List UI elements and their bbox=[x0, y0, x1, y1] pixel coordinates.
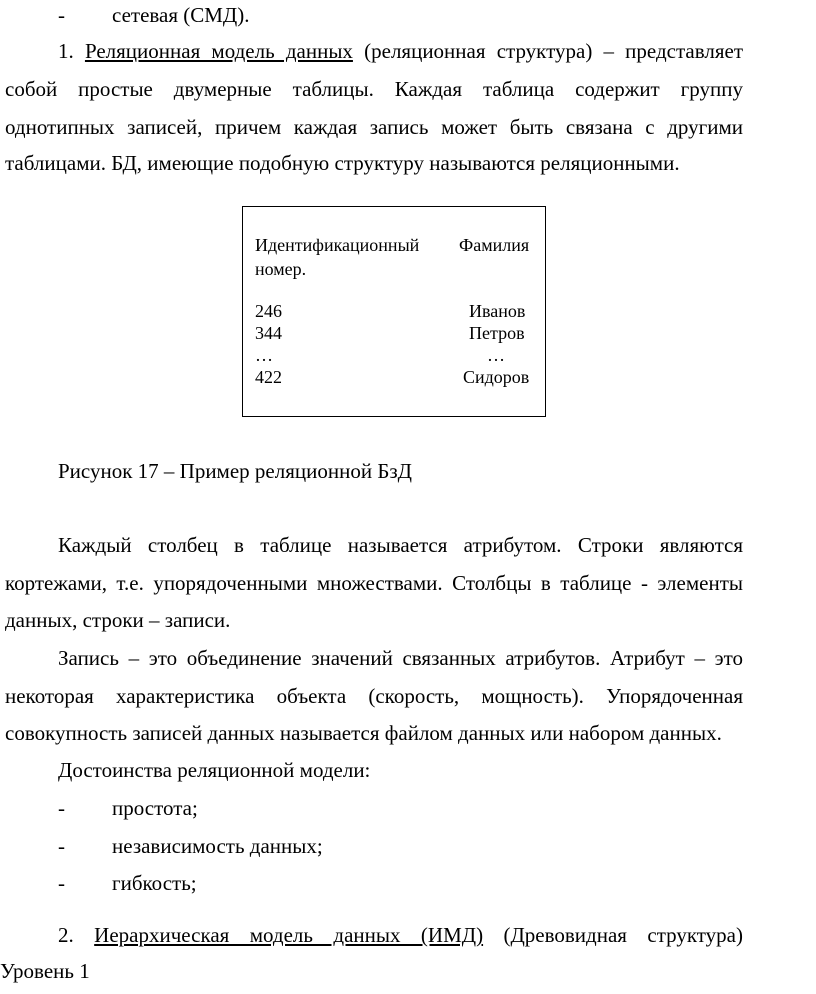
bullet-dash: - bbox=[58, 796, 65, 820]
bullet-dash: - bbox=[58, 834, 65, 858]
row-name: Сидоров bbox=[463, 367, 530, 387]
section2-title: Иерархическая модель данных (ИМД) bbox=[94, 923, 484, 947]
section2-number: 2. bbox=[58, 923, 74, 947]
section1-line1-rest: (реляционная структура) – представляет bbox=[364, 39, 743, 63]
row-id: 246 bbox=[255, 301, 282, 321]
list-item-text: простота; bbox=[112, 796, 198, 820]
relational-table-figure bbox=[242, 206, 546, 417]
row-id: 344 bbox=[255, 323, 282, 343]
row-name: … bbox=[487, 345, 505, 365]
bullet-dash: - bbox=[58, 3, 65, 27]
section1-line4: таблицами. БД, имеющие подобную структуру называются реляционными. bbox=[5, 151, 680, 175]
section1-number: 1. bbox=[58, 39, 74, 63]
section2-line1 bbox=[58, 922, 743, 948]
para1-line3: данных, строки – записи. bbox=[5, 608, 231, 632]
para1-line1: Каждый столбец в таблице называется атрибутом. Строки являются bbox=[58, 533, 743, 557]
figure-caption: Рисунок 17 – Пример реляционной БзД bbox=[58, 459, 412, 483]
para2-line2: некоторая характеристика объекта (скорость, мощность). Упорядоченная bbox=[5, 684, 743, 708]
row-id: … bbox=[255, 345, 273, 365]
advantages-heading: Достоинства реляционной модели: bbox=[58, 758, 371, 782]
para1-line2: кортежами, т.е. упорядоченными множествами. Столбцы в таблице - элементы bbox=[5, 571, 743, 595]
list-item-text: гибкость; bbox=[112, 871, 197, 895]
section1-line1 bbox=[58, 38, 743, 64]
bullet-dash: - bbox=[58, 871, 65, 895]
level-label: Уровень 1 bbox=[0, 959, 90, 983]
section1-line3: однотипных записей, причем каждая запись может быть связана с другими bbox=[5, 115, 743, 139]
para2-line1: Запись – это объединение значений связанных атрибутов. Атрибут – это bbox=[58, 646, 743, 670]
para2-line3: совокупность записей данных называется файлом данных или набором данных. bbox=[5, 721, 722, 745]
row-name: Иванов bbox=[469, 301, 526, 321]
section1-line2: собой простые двумерные таблицы. Каждая таблица содержит группу bbox=[5, 77, 743, 101]
section2-rest: (Древовидная структура) bbox=[503, 923, 743, 947]
row-name: Петров bbox=[469, 323, 525, 343]
col1-header-line1: Идентификационный bbox=[255, 235, 420, 255]
bullet-text: сетевая (СМД). bbox=[112, 3, 250, 27]
col1-header-line2: номер. bbox=[255, 259, 307, 279]
col2-header: Фамилия bbox=[459, 235, 530, 255]
row-id: 422 bbox=[255, 367, 282, 387]
section1-title: Реляционная модель данных bbox=[84, 39, 353, 63]
list-item-text: независимость данных; bbox=[112, 834, 323, 858]
